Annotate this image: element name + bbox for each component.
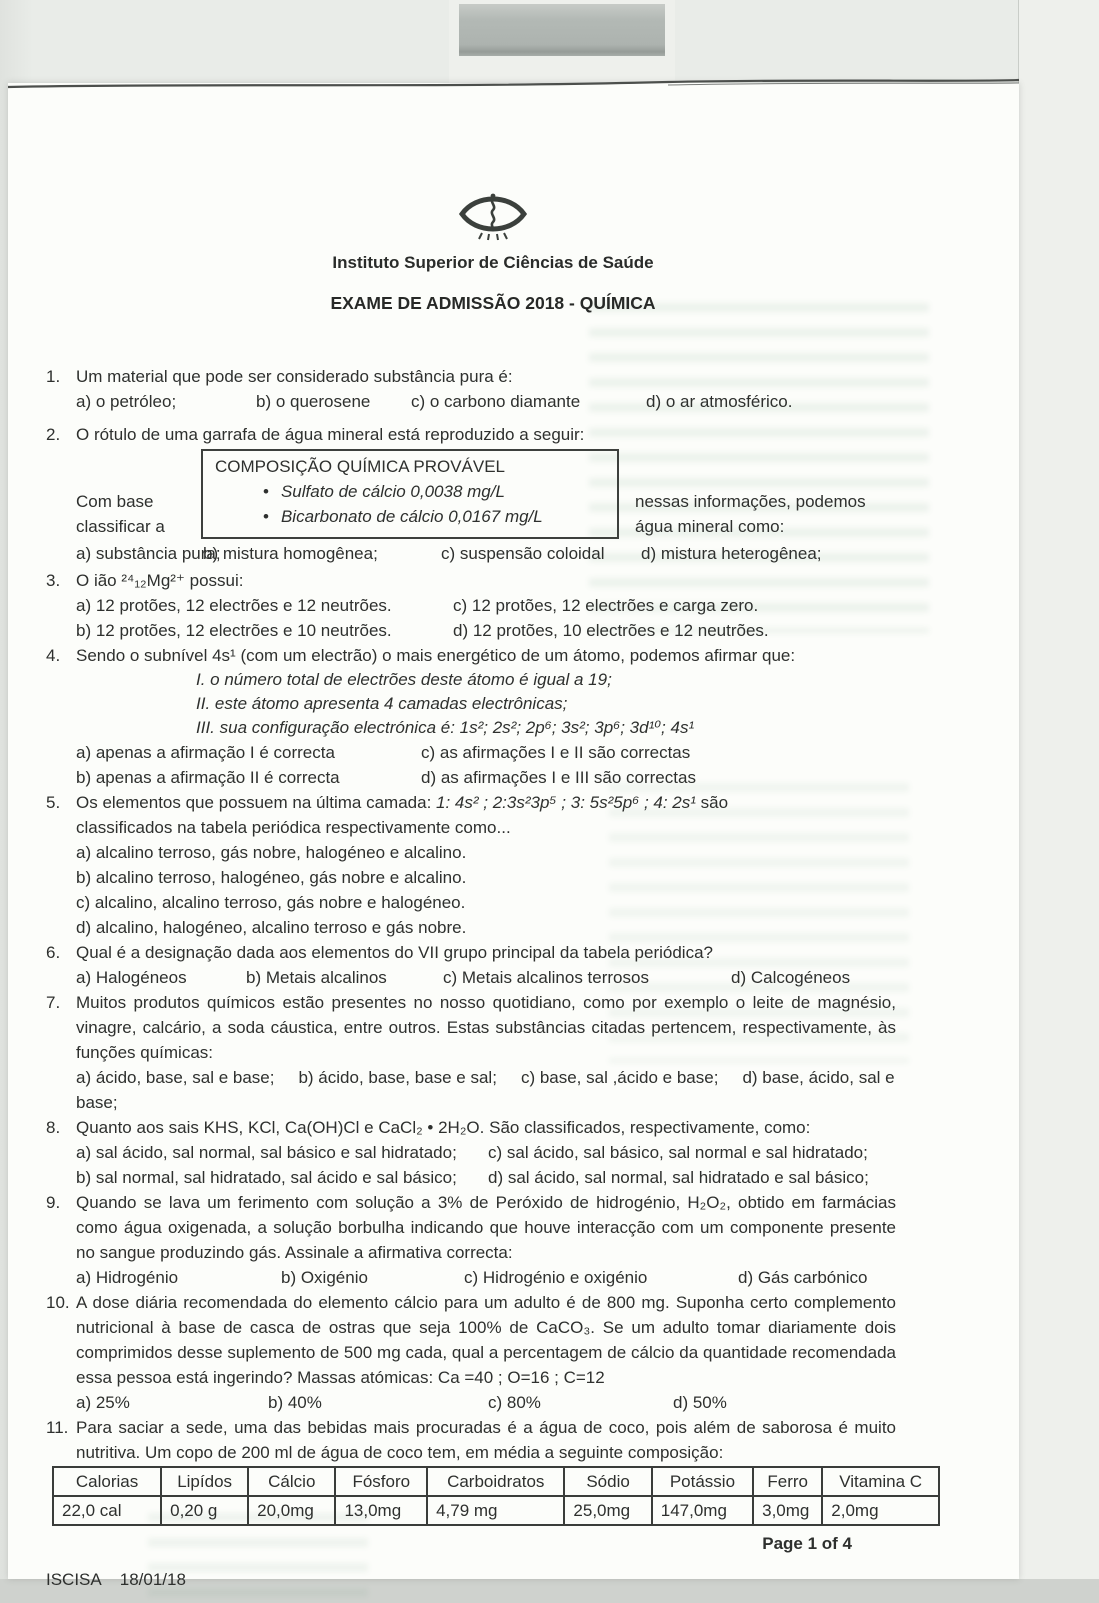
question-6	[46, 940, 940, 990]
options-row	[76, 1390, 940, 1415]
option-c: c) suspensão coloidal	[441, 544, 605, 563]
option-a: a) Halogéneos	[76, 968, 187, 987]
option-d: d) alcalino, halogéneo, alcalino terroso e gás nobre.	[76, 918, 467, 937]
column-header: Lipídos	[161, 1467, 248, 1496]
option-d: d) mistura heterogênea;	[641, 544, 822, 563]
background-sheet	[1018, 0, 1099, 1579]
question-text: Quando se lava um ferimento com solução a 3% de Peróxido de hidrogénio, H₂O₂, obtido em farmácias como água oxigenada, a solução borbulha indicando que houve interacção com um componente presente no sangue produzindo gás. Assinale a afirmativa correcta:	[76, 1193, 896, 1262]
option-b: b) 40%	[268, 1393, 322, 1412]
option-a: a) 25%	[76, 1393, 130, 1412]
table-row	[53, 1496, 939, 1525]
question-number: 3.	[46, 571, 61, 590]
table-cell: 147,0mg	[652, 1496, 753, 1525]
statement-1: I. o número total de electrões deste átomo é igual a 19;	[196, 670, 612, 689]
column-header: Cálcio	[248, 1467, 335, 1496]
exam-title: EXAME DE ADMISSÃO 2018 - QUÍMICA	[330, 293, 656, 313]
option-c: c) 12 protões, 12 electrões e carga zero.	[453, 596, 759, 615]
option-d: d) 50%	[673, 1393, 727, 1412]
option-c: c) Metais alcalinos terrosos	[443, 968, 649, 987]
bullet-icon: •	[263, 507, 269, 526]
question-text: A dose diária recomendada do elemento cálcio para um adulto é de 800 mg. Suponha certo complemento nutricional à base de casca de ostras que seja 100% de CaCO₃. Se um adulto tomar diariamente dois comprimidos desse suplemento de 500 mg cada, qual a percentagem de cálcio da quantidade recomendada essa pessoa está ingerindo? Massas atómicas: Ca =40 ; O=16 ; C=12	[76, 1293, 896, 1387]
column-header: Fósforo	[335, 1467, 427, 1496]
statement-3: III. sua configuração electrónica é: 1s²; 2s²; 2p⁶; 3s²; 3p⁶; 3d¹⁰; 4s¹	[196, 718, 695, 737]
options-row	[76, 389, 940, 414]
question-4	[46, 643, 940, 790]
electron-configurations: 1: 4s² ; 2:3s²3p⁵ ; 3: 5s²5p⁶ ; 4: 2s¹	[436, 793, 696, 812]
option-d: d) sal ácido, sal normal, sal hidratado e sal básico;	[488, 1168, 869, 1187]
option-a: a) substância pura;	[76, 544, 221, 563]
footer-org: ISCISA	[46, 1570, 102, 1589]
question-1	[46, 364, 940, 414]
question-text: Quanto aos sais KHS, KCl, Ca(OH)Cl e CaCl₂ • 2H₂O. São classificados, respectivamente, como:	[76, 1118, 811, 1137]
column-header: Calorias	[53, 1467, 161, 1496]
aside-right-line: água mineral como:	[635, 517, 785, 536]
table-cell: 13,0mg	[335, 1496, 427, 1525]
options-grid	[76, 1140, 940, 1190]
table-cell: 4,79 mg	[427, 1496, 564, 1525]
question-number: 5.	[46, 793, 61, 812]
option-b: b) alcalino terroso, halogéneo, gás nobre e alcalino.	[76, 868, 467, 887]
option-b: b) apenas a afirmação II é correcta	[76, 768, 340, 787]
table-cell: 0,20 g	[161, 1496, 248, 1525]
option-c: c) o carbono diamante	[411, 392, 581, 411]
aside-left-line: Com base	[76, 492, 154, 511]
question-5	[46, 790, 940, 940]
table-cell: 22,0 cal	[53, 1496, 161, 1525]
option-d: d) Gás carbónico	[738, 1268, 868, 1287]
option-d: d) base, ácido, sal e base;	[76, 1068, 895, 1112]
options-row	[76, 1065, 940, 1115]
question-text: Sendo o subnível 4s¹ (com um electrão) o mais energético de um átomo, podemos afirmar que:	[76, 646, 796, 665]
question-9	[46, 1190, 940, 1290]
option-b: b) mistura homogênea;	[203, 544, 378, 563]
bullet-text: Bicarbonato de cálcio 0,0167 mg/L	[280, 507, 543, 526]
option-b: b) ácido, base, base e sal;	[298, 1068, 497, 1087]
question-number: 2.	[46, 425, 61, 444]
option-a: a) apenas a afirmação I é correcta	[76, 743, 335, 762]
options-row	[76, 965, 940, 990]
question-number: 9.	[46, 1193, 61, 1212]
question-7	[46, 990, 940, 1115]
option-b: b) Metais alcalinos	[246, 968, 387, 987]
table-cell: 25,0mg	[564, 1496, 651, 1525]
exam-page	[8, 83, 1019, 1589]
option-c: c) Hidrogénio e oxigénio	[464, 1268, 648, 1287]
composition-table	[52, 1466, 940, 1526]
options-row	[76, 541, 940, 566]
table-header-row	[53, 1467, 939, 1496]
question-10	[46, 1290, 940, 1415]
bullet-text: Sulfato de cálcio 0,0038 mg/L	[280, 482, 505, 501]
question-text: Muitos produtos químicos estão presentes no nosso quotidiano, como por exemplo o leite de magnésio, vinagre, calcário, a soda cáustica, entre outros. Estas substâncias citadas pertencem, respectivamente, às funções químicas:	[76, 993, 896, 1062]
question-text	[76, 790, 940, 815]
option-d: d) 12 protões, 10 electrões e 12 neutrões.	[453, 621, 769, 640]
aside-right	[619, 489, 866, 539]
option-a: a) 12 protões, 12 electrões e 12 neutrões.	[76, 596, 392, 615]
option-a: a) o petróleo;	[76, 392, 177, 411]
paper-tab-shadow	[459, 4, 665, 56]
option-a: a) alcalino terroso, gás nobre, halogéneo e alcalino.	[76, 843, 467, 862]
option-b: b) sal normal, sal hidratado, sal ácido e sal básico;	[76, 1168, 457, 1187]
question-text: Um material que pode ser considerado substância pura é:	[76, 367, 513, 386]
options-grid	[76, 740, 940, 790]
label-box-title: COMPOSIÇÃO QUÍMICA PROVÁVEL	[215, 457, 506, 476]
column-header: Potássio	[652, 1467, 753, 1496]
option-c: c) as afirmações I e II são correctas	[421, 743, 691, 762]
option-c: c) alcalino, alcalino terroso, gás nobre e halogéneo.	[76, 893, 466, 912]
option-a: a) ácido, base, sal e base;	[76, 1068, 275, 1087]
page-top-edge	[8, 78, 1019, 90]
question-11	[46, 1415, 940, 1465]
table-cell: 20,0mg	[248, 1496, 335, 1525]
options-row	[76, 1265, 940, 1290]
question-number: 10.	[46, 1293, 70, 1312]
column-header: Vitamina C	[822, 1467, 939, 1496]
label-bullet	[263, 479, 605, 504]
question-number: 4.	[46, 646, 61, 665]
option-a: a) Hidrogénio	[76, 1268, 179, 1287]
column-header: Ferro	[753, 1467, 822, 1496]
question-number: 11.	[46, 1418, 69, 1437]
question-2	[46, 422, 940, 566]
label-box	[201, 449, 619, 539]
option-a: a) sal ácido, sal normal, sal básico e sal hidratado;	[76, 1143, 457, 1162]
question-number: 6.	[46, 943, 61, 962]
text-suffix: são	[695, 793, 729, 812]
option-d: d) as afirmações I e III são correctas	[421, 768, 696, 787]
option-c: c) base, sal ,ácido e base;	[520, 1068, 719, 1087]
question-text: Qual é a designação dada aos elementos do VII grupo principal da tabela periódica?	[76, 943, 713, 962]
label-bullet	[263, 504, 605, 529]
text-prefix: Os elementos que possuem na última camada:	[76, 793, 437, 812]
question-number: 8.	[46, 1118, 61, 1137]
question-text-line2: classificados na tabela periódica respectivamente como...	[76, 818, 511, 837]
table-cell: 2,0mg	[822, 1496, 939, 1525]
column-header: Sódio	[564, 1467, 651, 1496]
questions-list	[46, 364, 940, 1526]
option-b: b) o querosene	[256, 392, 371, 411]
aside-left	[76, 489, 201, 539]
page-number: Page 1 of 4	[762, 1534, 852, 1553]
option-b: b) Oxigénio	[281, 1268, 368, 1287]
option-d: d) o ar atmosférico.	[646, 392, 793, 411]
aside-left-line: classificar a	[76, 517, 165, 536]
question-number: 1.	[46, 367, 61, 386]
question-8	[46, 1115, 940, 1190]
question-text: O rótulo de uma garrafa de água mineral está reproduzido a seguir:	[76, 425, 585, 444]
question-text: O ião ²⁴₁₂Mg²⁺ possui:	[76, 571, 244, 590]
aside-right-line: nessas informações, podemos	[635, 492, 866, 511]
bullet-icon: •	[263, 482, 269, 501]
footer-left	[46, 1570, 940, 1590]
statements	[196, 668, 940, 740]
option-c: c) 80%	[488, 1393, 541, 1412]
institute-logo-icon	[456, 187, 530, 245]
question-text: Para saciar a sede, uma das bebidas mais procuradas é a água de coco, pois além de saborosa é muito nutritiva. Um copo de 200 ml de água de coco tem, em média a seguinte composição:	[76, 1418, 896, 1462]
question-3	[46, 568, 940, 643]
footer-date: 18/01/18	[119, 1570, 186, 1589]
option-c: c) sal ácido, sal básico, sal normal e sal hidratado;	[488, 1143, 868, 1162]
table-cell: 3,0mg	[753, 1496, 822, 1525]
statement-2: II. este átomo apresenta 4 camadas electrônicas;	[196, 694, 568, 713]
question-number: 7.	[46, 993, 61, 1012]
institute-name: Instituto Superior de Ciências de Saúde	[332, 253, 654, 272]
option-b: b) 12 protões, 12 electrões e 10 neutrões.	[76, 621, 392, 640]
options-grid	[76, 593, 940, 643]
option-d: d) Calcogéneos	[731, 968, 851, 987]
column-header: Carboidratos	[427, 1467, 564, 1496]
paper-tab	[449, 0, 675, 83]
